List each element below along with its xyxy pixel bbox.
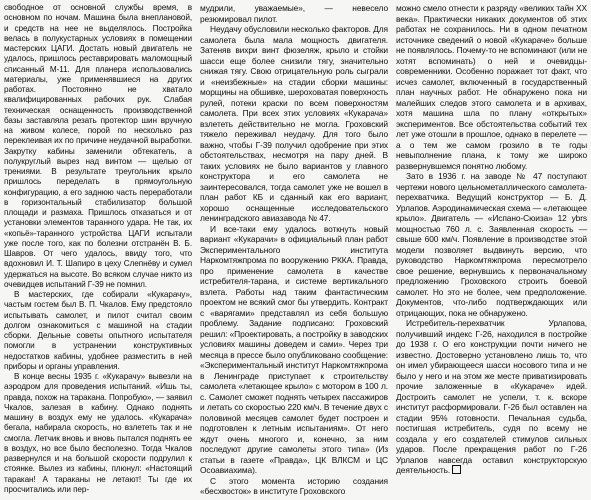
- paragraph: мудрили, уважаемые», — невесело резюмировал пилот.: [200, 3, 388, 24]
- paragraph: В мастерских, где собирали «Кукарачу», частым гостем был В. П. Чкалов. Ему предстояло испытывать самолет, и пилот считал своим долгом ознакомиться с машиной на стадии сборки. Дельные советы опытного испытателя помогли в устранении конструктивных недостатков кабины, удобнее разместить в ней приборы и органы управления.: [4, 290, 192, 371]
- paragraph: В конце весны 1935 г. «Кукарачу» вывезли на аэродром для проведения испытаний. «Ишь ты, правда, похож на таракана. Попробую», — заявил Чкалов, залезая в кабину. Однако поднять машину в воздух ему не удалось. «Кукарача» бегала, набирала скорость, но взлететь так и не смогла. Летчик вновь и вновь пытался поднять ее в воздух, но все было бесполезно. Тогда Чкалов развернулся и на большой скорости подрулил к стоянке. Вылез из кабины, плюнул: «Настоящий таракан! А тараканы не летают! Ты где их просчитались или пер-: [4, 372, 192, 494]
- text-column-2: [200, 3, 388, 497]
- paragraph: Неудачу обусловили несколько факторов. Для самолета была мала мощность двигателя. Затеняв вихри винт фюзеляж, крыло и стойки шасси еще более снизили тягу, значительно снижая тягу. Свою отрицательную роль сыграли и «неизбежные» на стадии сборки машины: морщины на обшивке, шероховатая поверхность рулей, потеки краски по всем поверхностям самолета. При всех этих условиях «Кукарача» взлететь действительно не могла. Гроховский тяжело переживал неудачу. Для того было важно, чтобы Г-39 получил одобрение при этих обстоятельствах, несмотря на пару дней. В таких условиях не было вариантов у главного конструктора и его самолета не заинтересовался, тогда самолет уже не вошел в план работ КБ и сданный как его вариант, хорошо оснащенные исследовательского ленинградского авиазавода № 47.: [200, 24, 388, 223]
- text-column-3: [396, 3, 587, 476]
- paragraph: свободное от основной службы время, в основном по ночам. Машина была внеплановой, и средств на нее не выделялось. Постройка велась в полукустарных условиях в помещении мастерских ЦАГИ. Достать новый двигатель не удалось, пришлось реставрировать маломощный списанный М-11. Для планера использовались материалы, уже применявшиеся на других работах. Постоянно не хватало квалифицированных рабочих рук. Слабая техническая оснащенность производственной базы заставляла резать протектор шин вручную на живом колесе, порой по несколько раз переклеивая их по причине неудачной выработки. Закрутку кабины заменили обтекатель, а полукруглый вырез над винтом — щелью от трениями. В результате треугольник крыло пришлось переделать в прямоугольную конфигурацию, а его заднюю часть переработали в горизонтальный стабилизатор большой площади и размаха. Пришлось отказаться и от установки элементов таранного удара. Не так, их «копьё»-таранного устройства ЦАГИ испытали уже после того, как по болезни отстранён В. Б. Шавров. От чего удалось, ввиду того, что вдохновил И. Т. Шапиро в цеху Слепнёву и сумел удержаться на высоте. Во всяком случае никто из очевидцев испытаний Г-39 не помнил.: [4, 3, 192, 289]
- end-of-article-mark: [452, 465, 461, 474]
- text-column-1: [4, 3, 192, 495]
- paragraph: И все-таки ему удалось воткнуть новый вариант «Кукарачи» в официальный план работ Экспериментального института Наркомтяжпрома по вооружению РККА. Правда, про применение самолета в качестве истребителя-тарана, и системе вертикального взлета. Работы над таким фантастическим проектом не всякий смог бы утвердить. Контракт с «варягами» представлял из себя большую проблему. Задание подписано: Гроховский решил: «Проектировать, а постройку в заводских условиях машины доведем и сами». Через три месяца в прессе было опубликовано сообщение: «Экспериментальный институт Наркомтяжпрома в Ленинграде приступает к строительству самолета «летающее крыло» с мотором в 100 л. с. Самолет сможет поднять четырех пассажиров и летать со скоростью 220 км/ч. В течение двух с половиной месяцев самолет будет построен и подготовлен к летным испытаниям». От него ждут очень многого и, конечно, за ним последуют другие самолеты этого типа» (Из статьи в газете «Правда», ЦК ВЛКСМ и ЦС Осоавиахима).: [200, 223, 388, 475]
- paragraph: можно смело отнести к разряду «великих тайн XX века». Практически никаких документов об этих работах не сохранилось. Ни в одном печатном источнике сведений о новой «Кукараче» больше не появлялось. Почему-то не вспоминают (или не хотят вспоминать) о ней и очевидцы-современники. Особенно поражает тот факт, что исчез самолет, включенный в государственный план научных работ. Не обнаружено пока ни малейших следов этого самолета и в архивах, хотя машина шла по плану «открытых» экспериментов. Все обстоятельства событий тех лет уже отошли в прошлое, однако в перелете — а о тем же самом грозило в те годы невыполнение плана, к тому же широко развернувшемся понятно любому.: [396, 3, 587, 171]
- paragraph: Истребитель-перехватчик Урлапова, получивший индекс Г-26, находился в постройке до 1938 г. О его конструкции почти ничего не известно. Достоверно установлено лишь то, что он имел убирающееся шасси носового типа и не было у него и на этом же месте приватизировать прочие заложенные в «Кукараче» идей. Достроить самолет не успели, т. к. вскоре институт расформировали. Г-26 был оставлен на стадии 95% готовности. Печальная судьба, постигшая истребитель, судя по всему не создала у его создателей стимулов сильных ударов. После прекращения работ по Г-26 Урлапов навсегда оставил конструкторскую деятельность.: [396, 318, 587, 475]
- paragraph: С этого момента историю создания «бесхвосток» в институте Гроховского: [200, 475, 388, 496]
- paragraph: Зато в 1936 г. на заводе № 47 поступают чертежи нового цельнометаллического самолета-перехватчика. Ведущий конструктор — Б. Д. Урлапов. Аэродинамическая схема — «летающее крыло». Двигатель — «Испано-Сюиза» 12 ybrs мощностью 760 л. с. Заявленная скорость — свыше 600 км/ч. Появление в производстве этой модели позволяет выдвинуть версию, что руководство Наркомтяжпрома пересмотрело свое решение, вернувшись к первоначальному предложению Гроховского строить боевой самолет. Но это не более, чем предположение. Документов, что-либо подтверждающих или отрицающих, пока не обнаружено.: [396, 171, 587, 318]
